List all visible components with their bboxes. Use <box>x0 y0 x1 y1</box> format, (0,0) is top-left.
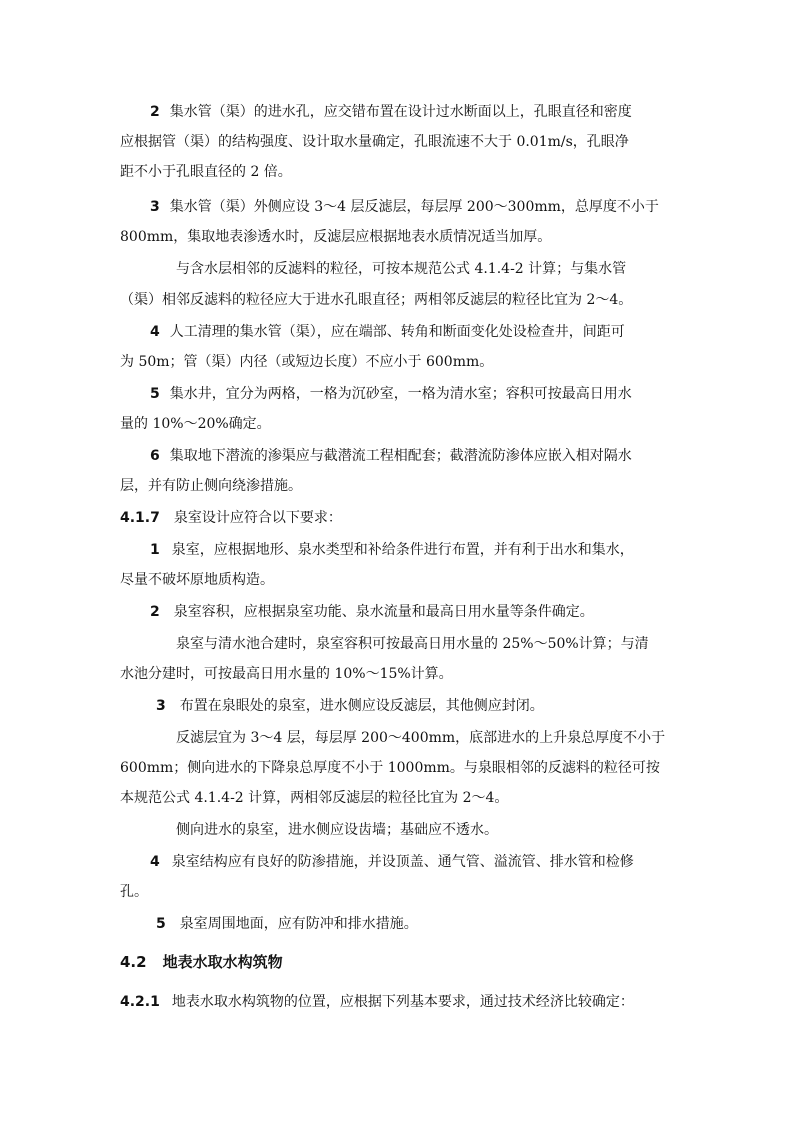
filter-para-line-3: 本规范公式 4.1.4-2 计算，两相邻反滤层的粒径比宜为 2～4。 <box>120 790 509 806</box>
spring-item-1-line-1: 1 泉室，应根据地形、泉水类型和补给条件进行布置，并有利于出水和集水， <box>150 542 634 558</box>
item-4-line-2: 为 50m；管（渠）内径（或短边长度）不应小于 600mm。 <box>120 354 494 370</box>
clause-4-1-7: 4.1.7 泉室设计应符合以下要求： <box>120 510 342 526</box>
spring-item-2-para-2-line-2: 水池分建时，可按最高日用水量的 10%～15%计算。 <box>120 666 453 682</box>
spring-item-3-line-1: 3 布置在泉眼处的泉室，进水侧应设反滤层，其他侧应封闭。 <box>156 698 544 714</box>
item-4-line-1: 4 人工清理的集水管（渠），应在端部、转角和断面变化处设检查井，间距可 <box>150 324 625 340</box>
item-2-line-2: 应根据管（渠）的结构强度、设计取水量确定，孔眼流速不大于 0.01m/s，孔眼净 <box>120 134 629 150</box>
spring-item-2-para-2-line-1: 泉室与清水池合建时，泉室容积可按最高日用水量的 25%～50%计算；与清 <box>176 636 649 652</box>
item-6-line-2: 层，并有防止侧向绕渗措施。 <box>120 478 302 494</box>
item-3-para-2-line-1: 与含水层相邻的反滤料的粒径，可按本规范公式 4.1.4-2 计算；与集水管 <box>176 261 627 277</box>
item-3-para-2-line-2: （渠）相邻反滤料的粒径应大于进水孔眼直径；两相邻反滤层的粒径比宜为 2～4。 <box>120 292 633 308</box>
side-inlet-para: 侧向进水的泉室，进水侧应设齿墙；基础应不透水。 <box>176 822 498 838</box>
item-3-line-2: 800mm，集取地表渗透水时，反滤层应根据地表水质情况适当加厚。 <box>120 229 552 245</box>
item-2-line-1: 2 集水管（渠）的进水孔，应交错布置在设计过水断面以上，孔眼直径和密度 <box>150 104 632 120</box>
spring-item-5-line-1: 5 泉室周围地面，应有防冲和排水措施。 <box>156 916 418 932</box>
spring-item-1-line-2: 尽量不破坏原地质构造。 <box>120 572 274 588</box>
item-2-line-3: 距不小于孔眼直径的 2 倍。 <box>120 164 292 180</box>
spring-item-4-line-2: 孔。 <box>120 884 148 900</box>
filter-para-line-2: 600mm；侧向进水的下降泉总厚度不小于 1000mm。与泉眼相邻的反滤料的粒径可按 <box>120 760 660 776</box>
spring-item-4-line-1: 4 泉室结构应有良好的防渗措施，并设顶盖、通气管、溢流管、排水管和检修 <box>150 854 634 870</box>
item-6-line-1: 6 集取地下潜流的渗渠应与截潜流工程相配套；截潜流防渗体应嵌入相对隔水 <box>150 448 632 464</box>
item-3-line-1: 3 集水管（渠）外侧应设 3～4 层反滤层，每层厚 200～300mm，总厚度不小于 <box>150 199 659 215</box>
spring-item-2-line-1: 2 泉室容积，应根据泉室功能、泉水流量和最高日用水量等条件确定。 <box>150 604 594 620</box>
clause-4-2-1: 4.2.1 地表水取水构筑物的位置，应根据下列基本要求，通过技术经济比较确定： <box>120 994 634 1010</box>
item-5-line-1: 5 集水井，宜分为两格，一格为沉砂室，一格为清水室；容积可按最高日用水 <box>150 386 632 402</box>
item-5-line-2: 量的 10%～20%确定。 <box>120 416 271 432</box>
section-heading-4-2: 4.2 地表水取水构筑物 <box>120 953 283 971</box>
filter-para-line-1: 反滤层宜为 3～4 层，每层厚 200～400mm，底部进水的上升泉总厚度不小于 <box>176 730 666 746</box>
